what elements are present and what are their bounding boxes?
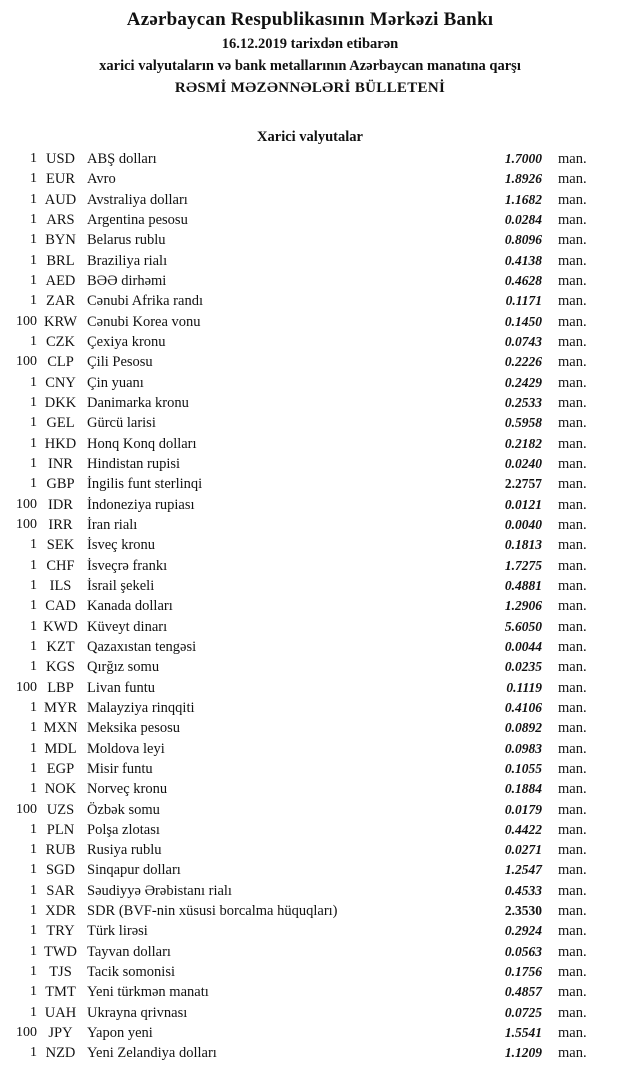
- rate-cell: 0.4881: [504, 577, 542, 593]
- currency-name-cell: İsveçrə frankı: [87, 557, 168, 574]
- unit-cell: man.: [558, 1045, 587, 1062]
- table-row: [0, 373, 620, 393]
- currency-name-cell: SDR (BVF-nin xüsusi borcalma hüquqları): [87, 903, 338, 920]
- currency-code-cell: SEK: [46, 537, 75, 554]
- quantity-cell: 1: [30, 903, 37, 919]
- rate-cell: 0.0121: [504, 496, 542, 512]
- quantity-cell: 100: [16, 313, 37, 329]
- currency-name-cell: İsveç kronu: [87, 537, 156, 554]
- quantity-cell: 1: [30, 455, 37, 471]
- currency-name-cell: Türk lirəsi: [87, 923, 148, 940]
- quantity-cell: 1: [30, 1004, 37, 1020]
- currency-code-cell: HKD: [44, 435, 77, 452]
- quantity-cell: 1: [30, 964, 37, 980]
- currency-code-cell: CAD: [45, 598, 76, 615]
- table-row: [0, 454, 620, 474]
- unit-cell: man.: [558, 171, 587, 188]
- currency-name-cell: Cənubi Korea vonu: [87, 313, 201, 330]
- unit-cell: man.: [558, 354, 587, 371]
- currency-name-cell: Livan funtu: [87, 679, 156, 696]
- currency-code-cell: UAH: [44, 1004, 77, 1021]
- unit-cell: man.: [558, 557, 587, 574]
- currency-name-cell: Gürcü larisi: [87, 415, 156, 432]
- rate-cell: 0.0563: [504, 943, 542, 959]
- currency-name-cell: Sinqapur dolları: [87, 862, 181, 879]
- quantity-cell: 1: [30, 435, 37, 451]
- currency-name-cell: Polşa zlotası: [87, 821, 160, 838]
- rate-cell: 0.1884: [504, 781, 542, 797]
- unit-cell: man.: [558, 659, 587, 676]
- table-row: [0, 1023, 620, 1043]
- quantity-cell: 100: [16, 1025, 37, 1041]
- currency-code-cell: BYN: [45, 232, 76, 249]
- currency-name-cell: BƏƏ dirhəmi: [87, 272, 167, 289]
- currency-name-cell: İndoneziya rupiası: [87, 496, 195, 513]
- rate-cell: 5.6050: [504, 618, 542, 634]
- quantity-cell: 1: [30, 781, 37, 797]
- rate-cell: 0.4422: [504, 821, 542, 837]
- currency-code-cell: ILS: [49, 577, 72, 594]
- rate-cell: 0.1119: [506, 679, 542, 695]
- currency-name-cell: Səudiyyə Ərəbistanı rialı: [87, 882, 232, 899]
- currency-name-cell: Meksika pesosu: [87, 720, 181, 737]
- table-row: [0, 881, 620, 901]
- table-row: [0, 271, 620, 291]
- unit-cell: man.: [558, 476, 587, 493]
- rate-cell: 1.2906: [504, 598, 542, 614]
- quantity-cell: 1: [30, 1045, 37, 1061]
- currency-name-cell: Rusiya rublu: [87, 842, 162, 859]
- rate-cell: 0.2182: [504, 435, 542, 451]
- unit-cell: man.: [558, 862, 587, 879]
- rate-cell: 0.0983: [504, 740, 542, 756]
- table-row: [0, 495, 620, 515]
- rate-cell: 0.0284: [504, 211, 542, 227]
- table-row: [0, 210, 620, 230]
- rate-cell: 0.1756: [504, 964, 542, 980]
- currency-name-cell: Avstraliya dolları: [87, 191, 188, 208]
- quantity-cell: 1: [30, 394, 37, 410]
- unit-cell: man.: [558, 984, 587, 1001]
- currency-name-cell: Belarus rublu: [87, 232, 166, 249]
- table-row: [0, 413, 620, 433]
- unit-cell: man.: [558, 882, 587, 899]
- currency-code-cell: CHF: [46, 557, 75, 574]
- unit-cell: man.: [558, 638, 587, 655]
- table-row: [0, 840, 620, 860]
- currency-code-cell: USD: [45, 151, 75, 167]
- quantity-cell: 1: [30, 232, 37, 248]
- currency-name-cell: Yeni Zelandiya dolları: [87, 1045, 217, 1062]
- quantity-cell: 1: [30, 598, 37, 614]
- table-row: [0, 698, 620, 718]
- unit-cell: man.: [558, 760, 587, 777]
- currency-code-cell: SGD: [45, 862, 75, 879]
- quantity-cell: 100: [16, 679, 37, 695]
- currency-name-cell: Tayvan dolları: [87, 943, 171, 960]
- rate-cell: 0.2226: [504, 354, 542, 370]
- quantity-cell: 1: [30, 740, 37, 756]
- unit-cell: man.: [558, 415, 587, 432]
- table-row: [0, 901, 620, 921]
- unit-cell: man.: [558, 516, 587, 533]
- table-row: [0, 149, 620, 169]
- rate-cell: 0.5958: [504, 415, 542, 431]
- unit-cell: man.: [558, 272, 587, 289]
- rate-cell: 0.2429: [504, 374, 542, 390]
- rate-cell: 0.4138: [504, 252, 542, 268]
- currency-code-cell: KRW: [43, 313, 78, 330]
- currency-name-cell: Tacik somonisi: [87, 964, 175, 981]
- quantity-cell: 1: [30, 537, 37, 553]
- currency-code-cell: EGP: [46, 760, 75, 777]
- table-row: [0, 800, 620, 820]
- quantity-cell: 1: [30, 842, 37, 858]
- table-row: [0, 1003, 620, 1023]
- table-row: [0, 759, 620, 779]
- currency-code-cell: RUB: [45, 842, 76, 859]
- quantity-cell: 1: [30, 720, 37, 736]
- currency-name-cell: Cənubi Afrika randı: [87, 293, 203, 310]
- currency-code-cell: KZT: [46, 638, 75, 655]
- unit-cell: man.: [558, 577, 587, 594]
- unit-cell: man.: [558, 435, 587, 452]
- currency-code-cell: ARS: [46, 211, 75, 228]
- currency-code-cell: EUR: [46, 171, 75, 188]
- currency-code-cell: AED: [45, 272, 76, 289]
- table-row: [0, 739, 620, 759]
- currency-name-cell: Qazaxıstan tengəsi: [87, 638, 197, 655]
- quantity-cell: 1: [30, 699, 37, 715]
- rate-cell: 2.2757: [504, 476, 542, 492]
- table-row: [0, 657, 620, 677]
- bank-title: Azərbaycan Respublikasının Mərkəzi Bankı: [126, 9, 494, 30]
- table-row: [0, 535, 620, 555]
- quantity-cell: 1: [30, 638, 37, 654]
- unit-cell: man.: [558, 151, 587, 167]
- effective-date-line: 16.12.2019 tarixdən etibarən: [221, 36, 399, 52]
- table-row: [0, 515, 620, 535]
- table-row: [0, 474, 620, 494]
- table-row: [0, 779, 620, 799]
- currency-code-cell: MYR: [43, 699, 78, 716]
- rate-cell: 2.3530: [504, 903, 542, 919]
- currency-name-cell: Küveyt dinarı: [87, 618, 168, 635]
- currency-name-cell: Qırğız somu: [87, 659, 160, 676]
- currency-name-cell: Avro: [87, 171, 116, 188]
- currency-name-cell: Ukrayna qrivnası: [87, 1004, 188, 1021]
- currency-code-cell: GEL: [46, 415, 75, 432]
- currency-name-cell: Çin yuanı: [87, 374, 144, 391]
- currency-code-cell: LBP: [47, 679, 74, 696]
- quantity-cell: 1: [30, 211, 37, 227]
- quantity-cell: 1: [30, 943, 37, 959]
- unit-cell: man.: [558, 618, 587, 635]
- table-row: [0, 860, 620, 880]
- rate-cell: 0.0040: [504, 516, 542, 532]
- quantity-cell: 100: [16, 354, 37, 370]
- table-row: [0, 820, 620, 840]
- currency-code-cell: SAR: [46, 882, 75, 899]
- currency-name-cell: Argentina pesosu: [87, 211, 188, 228]
- quantity-cell: 1: [30, 191, 37, 207]
- unit-cell: man.: [558, 903, 587, 920]
- unit-cell: man.: [558, 801, 587, 818]
- rate-cell: 0.0044: [504, 638, 542, 654]
- rate-cell: 0.4533: [504, 882, 542, 898]
- unit-cell: man.: [558, 232, 587, 249]
- table-row: [0, 169, 620, 189]
- currency-code-cell: UZS: [46, 801, 75, 818]
- quantity-cell: 1: [30, 171, 37, 187]
- currency-code-cell: IRR: [48, 516, 73, 533]
- quantity-cell: 1: [30, 476, 37, 492]
- currency-name-cell: İsrail şekeli: [87, 577, 155, 594]
- table-row: [0, 942, 620, 962]
- currency-code-cell: GBP: [46, 476, 75, 493]
- quantity-cell: 1: [30, 984, 37, 1000]
- unit-cell: man.: [558, 679, 587, 696]
- bulletin-title-line: RƏSMİ MƏZƏNNƏLƏRİ BÜLLETENİ: [174, 80, 446, 96]
- unit-cell: man.: [558, 821, 587, 838]
- currency-code-cell: IDR: [48, 496, 73, 513]
- currency-name-cell: Malayziya rinqqiti: [87, 699, 195, 716]
- table-row: [0, 393, 620, 413]
- unit-cell: man.: [558, 720, 587, 737]
- currency-name-cell: Çili Pesosu: [87, 354, 153, 371]
- rate-cell: 0.1450: [504, 313, 542, 329]
- rate-cell: 1.8926: [504, 171, 542, 187]
- currency-code-cell: KWD: [43, 618, 78, 635]
- quantity-cell: 1: [30, 659, 37, 675]
- rate-cell: 0.0179: [504, 801, 542, 817]
- unit-cell: man.: [558, 293, 587, 310]
- unit-cell: man.: [558, 313, 587, 330]
- currency-code-cell: PLN: [46, 821, 75, 838]
- currency-name-cell: Norveç kronu: [87, 781, 168, 798]
- currency-name-cell: ABŞ dolları: [87, 151, 157, 167]
- table-row: [0, 291, 620, 311]
- table-row: [0, 312, 620, 332]
- quantity-cell: 1: [30, 293, 37, 309]
- table-row: [0, 190, 620, 210]
- table-row: [0, 637, 620, 657]
- quantity-cell: 1: [30, 557, 37, 573]
- unit-cell: man.: [558, 598, 587, 615]
- currency-name-cell: Yeni türkmən manatı: [87, 984, 209, 1001]
- quantity-cell: 1: [30, 618, 37, 634]
- table-row: [0, 434, 620, 454]
- quantity-cell: 100: [16, 516, 37, 532]
- unit-cell: man.: [558, 964, 587, 981]
- unit-cell: man.: [558, 211, 587, 228]
- currency-code-cell: TMT: [45, 984, 76, 1001]
- table-row: [0, 576, 620, 596]
- unit-cell: man.: [558, 191, 587, 208]
- currency-name-cell: Özbək somu: [87, 801, 160, 818]
- currency-name-cell: İran rialı: [87, 516, 138, 533]
- unit-cell: man.: [558, 333, 587, 350]
- quantity-cell: 1: [30, 862, 37, 878]
- currency-name-cell: Moldova leyi: [87, 740, 165, 757]
- unit-cell: man.: [558, 923, 587, 940]
- rate-cell: 0.2924: [504, 923, 542, 939]
- unit-cell: man.: [558, 943, 587, 960]
- quantity-cell: 1: [30, 272, 37, 288]
- unit-cell: man.: [558, 394, 587, 411]
- quantity-cell: 1: [30, 374, 37, 390]
- rate-cell: 0.0271: [504, 842, 542, 858]
- currency-code-cell: DKK: [44, 394, 77, 411]
- table-row: [0, 718, 620, 738]
- currency-code-cell: BRL: [46, 252, 75, 269]
- table-row: [0, 982, 620, 1002]
- currency-code-cell: TJS: [49, 964, 72, 981]
- currency-code-cell: JPY: [48, 1025, 73, 1042]
- rate-cell: 0.0743: [504, 333, 542, 349]
- currency-code-cell: MDL: [44, 740, 77, 757]
- quantity-cell: 100: [16, 801, 37, 817]
- currency-name-cell: Honq Konq dolları: [87, 435, 197, 452]
- unit-cell: man.: [558, 740, 587, 757]
- quantity-cell: 1: [30, 882, 37, 898]
- quantity-cell: 1: [30, 923, 37, 939]
- table-row: [0, 617, 620, 637]
- rate-cell: 0.8096: [504, 232, 542, 248]
- currency-code-cell: ZAR: [46, 293, 75, 310]
- currency-code-cell: INR: [48, 455, 73, 472]
- unit-cell: man.: [558, 455, 587, 472]
- quantity-cell: 1: [30, 415, 37, 431]
- rate-cell: 0.0892: [504, 720, 542, 736]
- rate-cell: 0.4106: [504, 699, 542, 715]
- quantity-cell: 1: [30, 577, 37, 593]
- rate-cell: 0.1171: [505, 293, 542, 309]
- rate-cell: 0.1813: [504, 537, 542, 553]
- unit-cell: man.: [558, 699, 587, 716]
- table-row: [0, 332, 620, 352]
- unit-cell: man.: [558, 781, 587, 798]
- unit-cell: man.: [558, 496, 587, 513]
- rate-cell: 1.2547: [504, 862, 542, 878]
- rate-cell: 1.1682: [504, 191, 542, 207]
- table-row: [0, 352, 620, 372]
- table-row: [0, 1043, 620, 1063]
- rate-cell: 0.0235: [504, 659, 542, 675]
- rate-cell: 0.0725: [504, 1004, 542, 1020]
- bulletin-header: [0, 0, 620, 100]
- currency-code-cell: XDR: [45, 903, 76, 920]
- table-row: [0, 251, 620, 271]
- currency-name-cell: Çexiya kronu: [87, 333, 166, 350]
- rate-cell: 0.2533: [504, 394, 542, 410]
- rate-cell: 1.7000: [504, 151, 542, 166]
- currency-name-cell: Danimarka kronu: [87, 394, 189, 411]
- rate-cell: 0.1055: [504, 760, 542, 776]
- unit-cell: man.: [558, 252, 587, 269]
- unit-cell: man.: [558, 1004, 587, 1021]
- currency-code-cell: TRY: [46, 923, 75, 940]
- currency-name-cell: Braziliya rialı: [87, 252, 168, 269]
- table-row: [0, 230, 620, 250]
- unit-cell: man.: [558, 842, 587, 859]
- exchange-rates-table: [0, 149, 620, 1064]
- rate-cell: 1.1209: [504, 1045, 542, 1061]
- table-row: [0, 678, 620, 698]
- currency-name-cell: Misir funtu: [87, 760, 153, 777]
- table-row: [0, 596, 620, 616]
- currency-code-cell: MXN: [43, 720, 78, 737]
- currency-code-cell: NOK: [44, 781, 77, 798]
- rate-cell: 1.5541: [504, 1025, 542, 1041]
- quantity-cell: 1: [30, 252, 37, 268]
- currency-code-cell: NZD: [45, 1045, 76, 1062]
- currency-code-cell: CLP: [47, 354, 74, 371]
- quantity-cell: 100: [16, 496, 37, 512]
- currency-name-cell: Yapon yeni: [87, 1025, 153, 1042]
- currency-name-cell: Kanada dolları: [87, 598, 173, 615]
- unit-cell: man.: [558, 374, 587, 391]
- rate-cell: 0.4857: [504, 984, 542, 1000]
- table-row: [0, 556, 620, 576]
- currency-name-cell: İngilis funt sterlinqi: [87, 476, 203, 493]
- currency-code-cell: AUD: [44, 191, 77, 208]
- section-title-foreign-currencies: Xarici valyutalar: [257, 129, 363, 145]
- currency-code-cell: CNY: [45, 374, 76, 391]
- unit-cell: man.: [558, 537, 587, 554]
- currency-name-cell: Hindistan rupisi: [87, 455, 181, 472]
- quantity-cell: 1: [30, 821, 37, 837]
- quantity-cell: 1: [30, 333, 37, 349]
- currency-code-cell: TWD: [43, 943, 77, 960]
- currency-code-cell: KGS: [45, 659, 75, 676]
- table-row: [0, 921, 620, 941]
- subject-line: xarici valyutaların və bank metallarının Azərbaycan manatına qarşı: [99, 58, 521, 74]
- rate-cell: 1.7275: [504, 557, 542, 573]
- rate-cell: 0.0240: [504, 455, 542, 471]
- table-row: [0, 962, 620, 982]
- quantity-cell: 1: [30, 760, 37, 776]
- currency-code-cell: CZK: [46, 333, 75, 350]
- rate-cell: 0.4628: [504, 272, 542, 288]
- quantity-cell: 1: [30, 151, 37, 166]
- unit-cell: man.: [558, 1025, 587, 1042]
